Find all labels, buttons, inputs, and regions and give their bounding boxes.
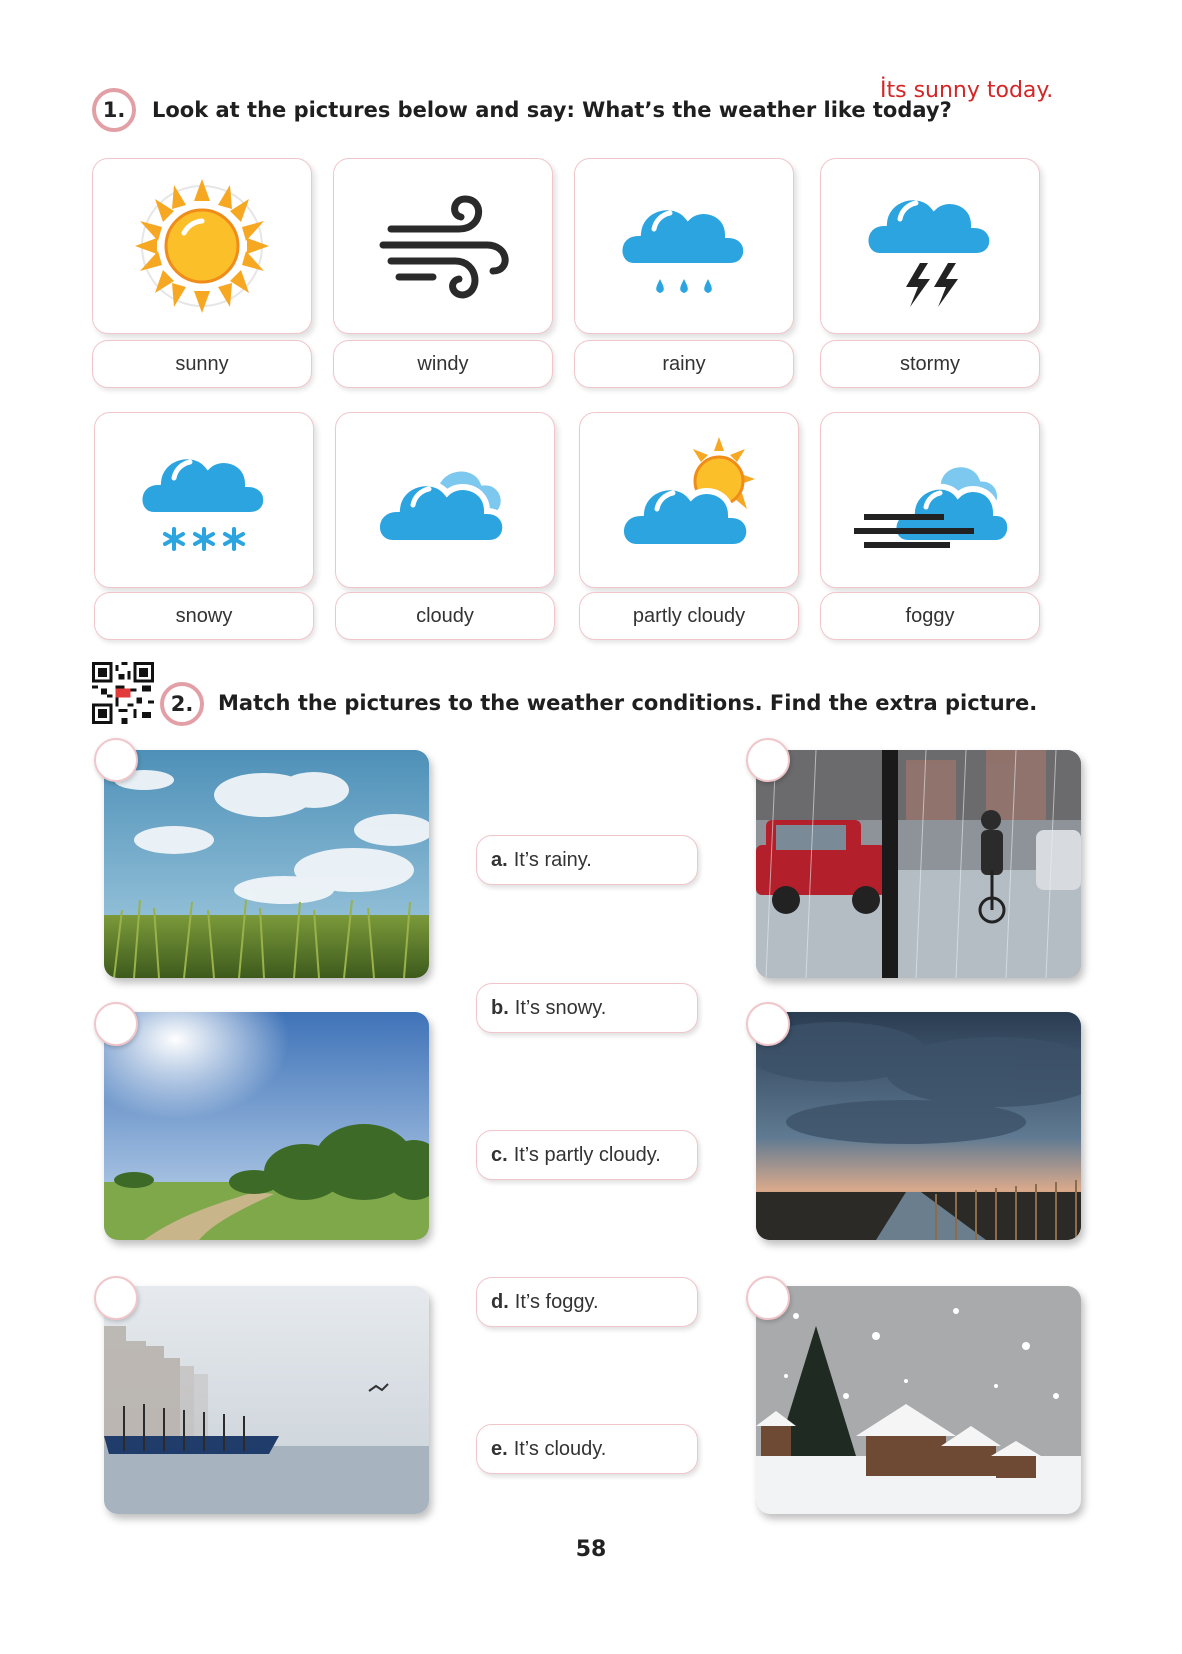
sentence-d-text: It’s foggy. bbox=[514, 1290, 599, 1313]
card-cloudy bbox=[335, 412, 555, 588]
sentence-b-letter: b. bbox=[491, 996, 509, 1019]
card-foggy bbox=[820, 412, 1040, 588]
sentence-e-text: It’s cloudy. bbox=[513, 1437, 607, 1460]
sentence-d bbox=[476, 1277, 698, 1327]
exercise-1-number: 1. bbox=[92, 88, 136, 132]
label-sunny: sunny bbox=[92, 340, 312, 388]
sentence-a bbox=[476, 835, 698, 885]
answer-circle-4[interactable] bbox=[746, 738, 790, 782]
answer-circle-1[interactable] bbox=[94, 738, 138, 782]
rain-cloud-icon bbox=[604, 171, 764, 321]
photo-partly-cloudy-cornfield bbox=[104, 750, 429, 978]
sentence-e-letter: e. bbox=[491, 1437, 508, 1460]
fog-cloud-icon bbox=[850, 425, 1010, 575]
exercise-2-instruction: Match the pictures to the weather conditions. Find the extra picture. bbox=[218, 691, 1038, 715]
photo-snowy-village bbox=[756, 1286, 1081, 1514]
card-snowy bbox=[94, 412, 314, 588]
qr-code[interactable] bbox=[92, 662, 154, 724]
label-foggy: foggy bbox=[820, 592, 1040, 640]
sentence-b bbox=[476, 983, 698, 1033]
answer-circle-6[interactable] bbox=[746, 1276, 790, 1320]
label-stormy: stormy bbox=[820, 340, 1040, 388]
photo-cloudy-field bbox=[756, 1012, 1081, 1240]
sentence-c-letter: c. bbox=[491, 1143, 508, 1166]
label-cloudy: cloudy bbox=[335, 592, 555, 640]
sentence-c-text: It’s partly cloudy. bbox=[513, 1143, 661, 1166]
snow-cloud-icon bbox=[124, 425, 284, 575]
photo-sunny-park bbox=[104, 1012, 429, 1240]
label-snowy: snowy bbox=[94, 592, 314, 640]
sentence-c bbox=[476, 1130, 698, 1180]
label-windy: windy bbox=[333, 340, 553, 388]
card-windy bbox=[333, 158, 553, 334]
label-partly-cloudy: partly cloudy bbox=[579, 592, 799, 640]
answer-circle-3[interactable] bbox=[94, 1276, 138, 1320]
card-stormy bbox=[820, 158, 1040, 334]
photo-rainy-street bbox=[756, 750, 1081, 978]
photo-foggy-venice bbox=[104, 1286, 429, 1514]
sentence-a-text: It’s rainy. bbox=[513, 848, 592, 871]
card-sunny bbox=[92, 158, 312, 334]
answer-circle-5[interactable] bbox=[746, 1002, 790, 1046]
cloud-icon bbox=[365, 425, 525, 575]
answer-circle-2[interactable] bbox=[94, 1002, 138, 1046]
label-rainy: rainy bbox=[574, 340, 794, 388]
sentence-a-letter: a. bbox=[491, 848, 508, 871]
sentence-e bbox=[476, 1424, 698, 1474]
wind-icon bbox=[363, 171, 523, 321]
storm-cloud-icon bbox=[850, 171, 1010, 321]
partly-cloudy-icon bbox=[609, 425, 769, 575]
exercise-2-number: 2. bbox=[160, 682, 204, 726]
page-number: 58 bbox=[575, 1537, 607, 1562]
exercise-1-instruction: Look at the pictures below and say: What’s the weather like today? bbox=[152, 98, 952, 122]
sentence-b-text: It’s snowy. bbox=[514, 996, 607, 1019]
handwritten-answer[interactable]: İts sunny today. bbox=[880, 78, 1054, 103]
sun-icon bbox=[122, 171, 282, 321]
card-partly-cloudy bbox=[579, 412, 799, 588]
card-rainy bbox=[574, 158, 794, 334]
sentence-d-letter: d. bbox=[491, 1290, 509, 1313]
